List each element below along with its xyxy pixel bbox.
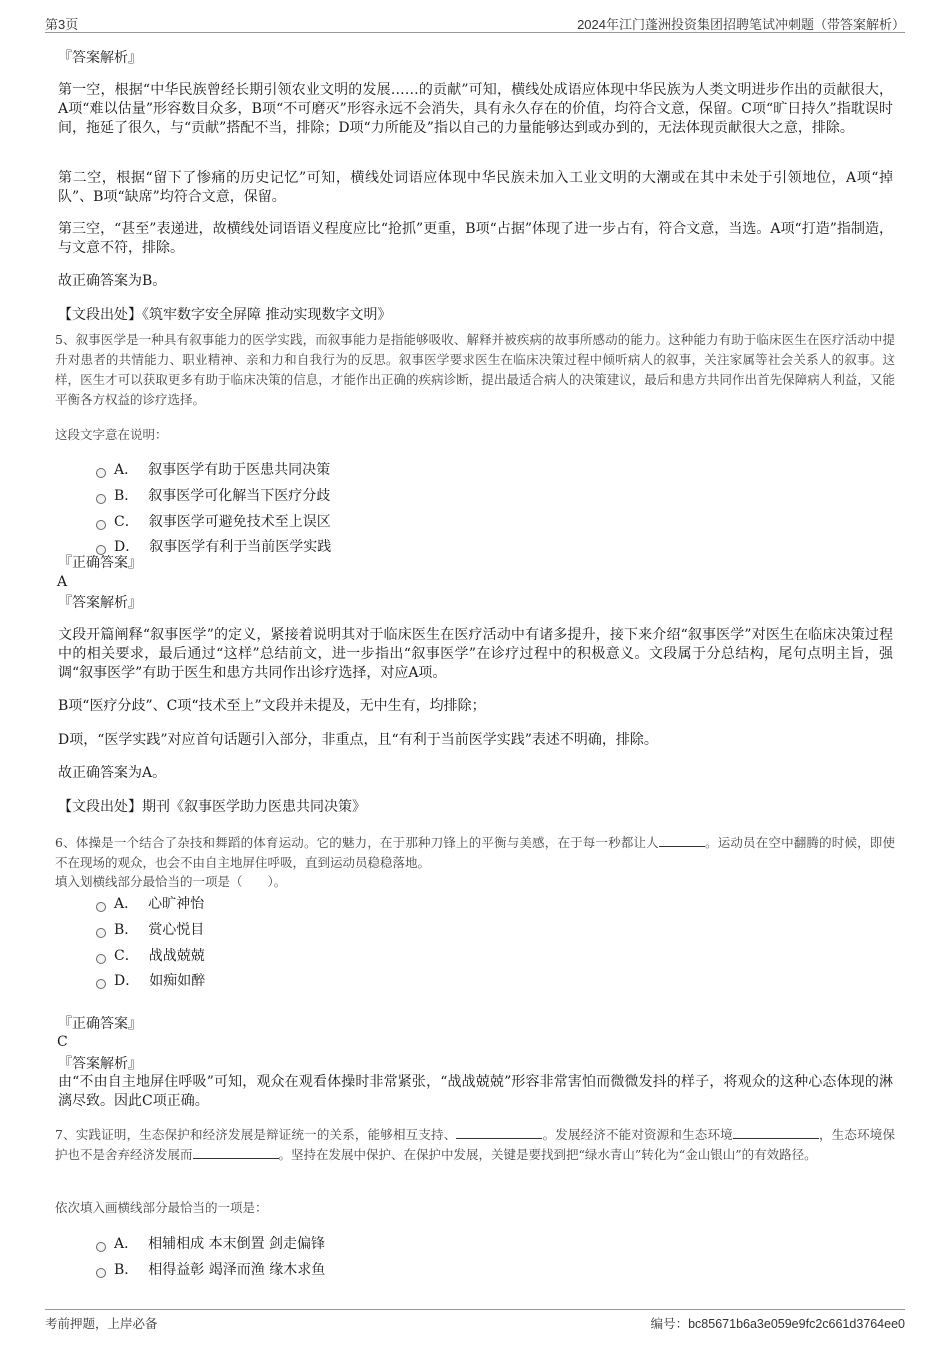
answer-conclusion: 故正确答案为B。 — [58, 273, 167, 289]
option-letter: D． — [114, 539, 140, 555]
option-label: 心旷神怡 — [148, 896, 205, 912]
stem-text: 6、体操是一个结合了杂技和舞蹈的体育运动。它的魅力，在于那种刀锋上的平衡与美感，在于每一秒都让人 — [55, 835, 659, 850]
fill-blank — [733, 1126, 819, 1139]
radio-icon[interactable] — [96, 468, 106, 478]
question-prompt: 填入划横线部分最恰当的一项是（ ）。 — [55, 874, 287, 889]
stem-text: 。发展经济不能对资源和生态环境 — [542, 1127, 733, 1142]
option-label: 战战兢兢 — [148, 948, 205, 964]
question-stem: 5、叙事医学是一种具有叙事能力的医学实践，而叙事能力是指能够吸收、解释并被疾病的故事所感动的能力。这种能力有助于临床医生在医疗活动中提升对患者的共情能力、职业精神、亲和力和自我行为的反思。叙事医学要求医生在临床决策过程中倾听病人的叙事，关注家属等社会关系人的叙事。这样，医生才可以获取更多有助于临床决策的信息，才能作出正确的疾病诊断，提出最适合病人的决策建议，最后和患方共同作出首先保障病人利益，又能平衡各方权益的诊疗选择。 — [55, 332, 895, 407]
radio-icon[interactable] — [96, 979, 106, 989]
radio-icon[interactable] — [96, 494, 106, 504]
analysis-paragraph: B项“医疗分歧”、C项“技术至上”文段并未提及，无中生有，均排除； — [58, 698, 486, 714]
analysis-label: 『答案解析』 — [58, 595, 142, 611]
option-c[interactable] — [96, 513, 331, 532]
analysis-label: 『答案解析』 — [58, 1056, 142, 1072]
correct-answer: C — [57, 1034, 68, 1050]
footer-slogan: 考前押题，上岸必备 — [45, 1317, 158, 1331]
option-letter: B． — [114, 922, 139, 938]
document-id — [651, 1314, 905, 1332]
radio-icon[interactable] — [96, 545, 106, 555]
option-c[interactable] — [96, 947, 205, 966]
document-id-label: 编号： — [650, 1317, 689, 1331]
option-b[interactable] — [96, 1261, 325, 1280]
stem-text: 7、实践证明，生态保护和经济发展是辩证统一的关系，能够相互支持、 — [55, 1127, 457, 1142]
option-b[interactable] — [96, 921, 204, 940]
option-letter: C． — [114, 514, 139, 530]
question-prompt: 这段文字意在说明： — [55, 427, 168, 442]
option-b[interactable] — [96, 487, 330, 506]
question-stem — [55, 833, 895, 873]
correct-answer: A — [57, 574, 68, 590]
stem-text: 。运动员在空中翻腾的时候，即使不在现场的观众，也会不由自主地屏住呼吸，直到运动员稳稳落地。 — [55, 835, 895, 870]
analysis-paragraph: 文段开篇阐释“叙事医学”的定义，紧接着说明其对于临床医生在医疗活动中有诸多提升，接下来介绍“叙事医学”对医生在临床决策过程中的相关要求，最后通过“这样”总结前文，进一步指出“叙事医学”在诊疗过程中的积极意义。文段属于分总结构，尾句点明主旨，强调“叙事医学”有助于医生和患方共同作出诊疗选择，对应A项。 — [58, 627, 893, 681]
fill-blank — [659, 834, 705, 847]
analysis-paragraph: 第三空，“甚至”表递进，故横线处词语语义程度应比“抢抓”更重，B项“占据”体现了进一步占有，符合文意，当选。A项“打造”指制造，与文意不符，排除。 — [58, 221, 893, 256]
option-label: 赏心悦目 — [148, 922, 205, 938]
source-citation: 【文段出处】《筑牢数字安全屏障 推动实现数字文明》 — [58, 307, 392, 323]
header-divider — [45, 32, 905, 33]
option-label: 叙事医学可化解当下医疗分歧 — [148, 488, 331, 504]
analysis-paragraph: 第一空，根据“中华民族曾经长期引领农业文明的发展……的贡献”可知，横线处成语应体现中华民族为人类文明进步作出的贡献很大，A项“难以估量”形容数目众多，B项“不可磨灭”形容永远不会消失，具有永久存在的价值，均符合文意，保留。C项“旷日持久”指耽误时间，拖延了很久，与“贡献”搭配不当，排除；D项“力所能及”指以自己的力量能够达到或办到的，无法体现贡献很大之意，排除。 — [58, 82, 893, 136]
question-stem — [55, 1125, 895, 1165]
footer-divider — [45, 1309, 905, 1310]
option-label: 叙事医学有助于医患共同决策 — [148, 462, 331, 478]
radio-icon[interactable] — [96, 520, 106, 530]
option-label: 叙事医学有利于当前医学实践 — [149, 539, 332, 555]
stem-text: ，生态环境保护也不是舍弃经济发展而 — [55, 1127, 895, 1162]
answer-label: 『正确答案』 — [58, 1016, 142, 1032]
option-a[interactable] — [96, 461, 330, 480]
option-a[interactable] — [96, 1235, 325, 1254]
fill-blank — [456, 1126, 542, 1139]
option-letter: D． — [114, 973, 140, 989]
analysis-paragraph: 第二空，根据“留下了惨痛的历史记忆”可知，横线处词语应体现中华民族未加入工业文明的大潮或在其中未处于引领地位，A项“掉队”、B项“缺席”均符合文意，保留。 — [58, 170, 893, 205]
option-letter: A． — [114, 462, 139, 478]
analysis-paragraph: 由“不由自主地屏住呼吸”可知，观众在观看体操时非常紧张，“战战兢兢”形容非常害怕而微微发抖的样子，将观众的这种心态体现的淋漓尽致。因此C项正确。 — [58, 1074, 893, 1109]
page-number: 第3页 — [45, 17, 79, 32]
option-letter: C． — [114, 948, 139, 964]
option-label: 如痴如醉 — [149, 973, 206, 989]
option-label: 相得益彰 竭泽而渔 缘木求鱼 — [148, 1262, 326, 1278]
document-title: 2024年江门蓬洲投资集团招聘笔试冲刺题（带答案解析） — [577, 17, 905, 32]
option-d[interactable] — [96, 972, 205, 991]
fill-blank — [193, 1146, 279, 1159]
option-letter: B． — [114, 1262, 139, 1278]
radio-icon[interactable] — [96, 954, 106, 964]
option-letter: B． — [114, 488, 139, 504]
option-letter: A． — [114, 1236, 139, 1252]
document-id-code: bc85671b6a3e059e9fc2c661d3764ee0 — [688, 1317, 905, 1331]
radio-icon[interactable] — [96, 1268, 106, 1278]
radio-icon[interactable] — [96, 1242, 106, 1252]
option-label: 相辅相成 本末倒置 剑走偏锋 — [148, 1236, 326, 1252]
source-citation: 【文段出处】期刊《叙事医学助力医患共同决策》 — [58, 799, 366, 815]
analysis-paragraph: D项，“医学实践”对应首句话题引入部分，非重点，且“有利于当前医学实践”表述不明确，排除。 — [58, 732, 658, 748]
analysis-label: 『答案解析』 — [58, 50, 142, 66]
radio-icon[interactable] — [96, 902, 106, 912]
answer-conclusion: 故正确答案为A。 — [58, 765, 167, 781]
radio-icon[interactable] — [96, 928, 106, 938]
option-a[interactable] — [96, 895, 204, 914]
option-letter: A． — [114, 896, 139, 912]
stem-text: 。坚持在发展中保护、在保护中发展，关键是要找到把“绿水青山”转化为“金山银山”的有效路径。 — [278, 1147, 817, 1162]
answer-label: 『正确答案』 — [58, 555, 142, 571]
option-label: 叙事医学可避免技术至上误区 — [148, 514, 331, 530]
question-prompt: 依次填入画横线部分最恰当的一项是： — [55, 1200, 268, 1215]
